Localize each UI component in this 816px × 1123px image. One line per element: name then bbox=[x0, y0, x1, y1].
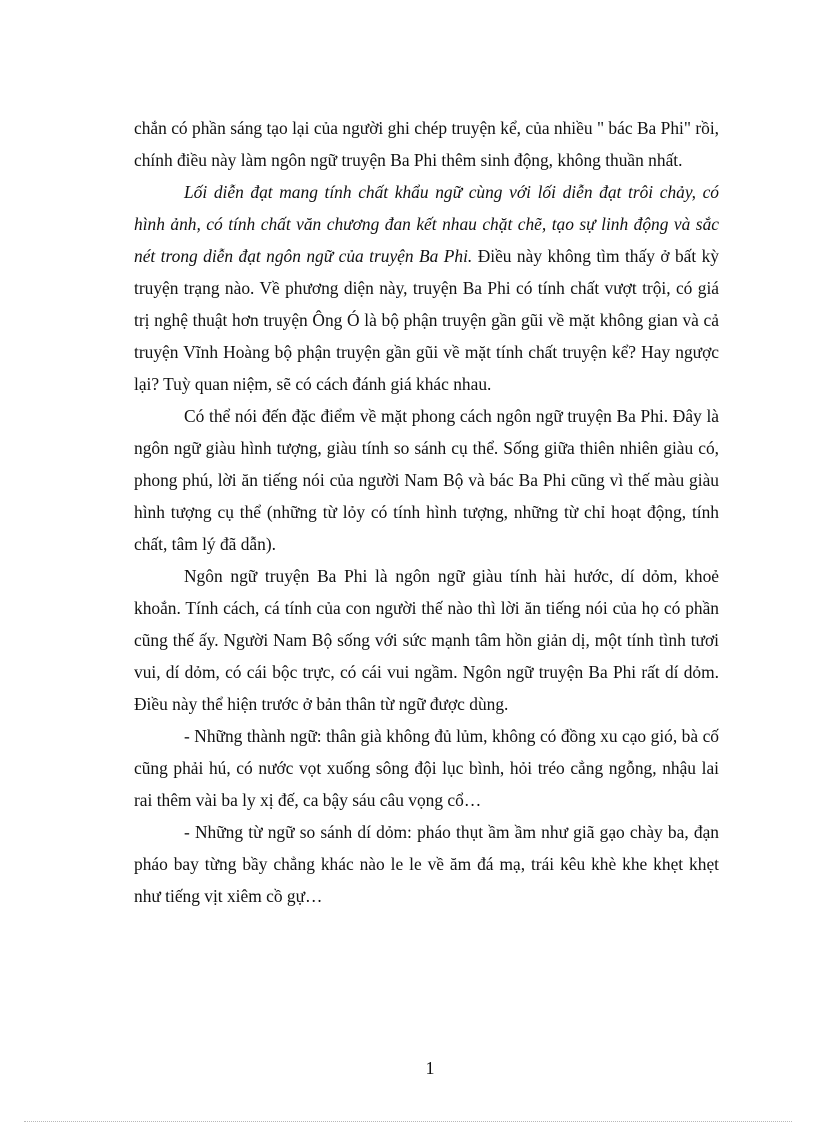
paragraph-expression-style bbox=[134, 176, 719, 400]
paragraph-style-features bbox=[134, 400, 719, 560]
list-item-idioms bbox=[134, 720, 719, 816]
page-body bbox=[134, 112, 719, 912]
paragraph-text: Ngôn ngữ truyện Ba Phi là ngôn ngữ giàu tính hài hước, dí dỏm, khoẻ khoắn. Tính cách, cá tính của con người thế nào thì lời ăn tiếng nói của họ có phần cũng thế ấy. Người Nam Bộ sống với sức mạnh tâm hồn giản dị, một tính tình tươi vui, dí dỏm, có cái bộc trực, có cái vui ngầm. Ngôn ngữ truyện Ba Phi rất dí dỏm. Điều này thể hiện trước ở bản thân từ ngữ được dùng. bbox=[134, 566, 719, 714]
paragraph-text: chắn có phần sáng tạo lại của người ghi chép truyện kể, của nhiều " bác Ba Phi" rồi, chính điều này làm ngôn ngữ truyện Ba Phi thêm sinh động, không thuần nhất. bbox=[134, 118, 719, 170]
paragraph-text: Điều này không tìm thấy ở bất kỳ truyện trạng nào. Về phương diện này, truyện Ba Phi có tính chất vượt trội, có giá trị nghệ thuật hơn truyện Ông Ó là bộ phận truyện gần gũi về mặt không gian và cả truyện Vĩnh Hoàng bộ phận truyện gần gũi về mặt tính chất truyện kể? Hay ngược lại? Tuỳ quan niệm, sẽ có cách đánh giá khác nhau. bbox=[134, 246, 719, 394]
page-bottom-divider bbox=[24, 1121, 792, 1122]
list-item-comparisons bbox=[134, 816, 719, 912]
paragraph-text: - Những từ ngữ so sánh dí dỏm: pháo thụt ầm ầm như giã gạo chày ba, đạn pháo bay từng bầy chẳng khác nào le le về ăm đá mạ, trái kêu khè khe khẹt khẹt như tiếng vịt xiêm cồ gự… bbox=[134, 822, 719, 906]
page-number: 1 bbox=[425, 1058, 435, 1078]
paragraph-text: Có thể nói đến đặc điểm về mặt phong cách ngôn ngữ truyện Ba Phi. Đây là ngôn ngữ giàu hình tượng, giàu tính so sánh cụ thể. Sống giữa thiên nhiên giàu có, phong phú, lời ăn tiếng nói của người Nam Bộ và bác Ba Phi cũng vì thế màu giàu hình tượng cụ thể (những từ lỏy có tính hình tượng, những từ chỉ hoạt động, tính chất, tâm lý đã dẫn). bbox=[134, 406, 719, 554]
paragraph-text: - Những thành ngữ: thân già không đủ lủm, không có đồng xu cạo gió, bà cố cũng phải hú, có nước vọt xuống sông đội lục bình, hỏi tréo cẳng ngỗng, nhậu lai rai thêm vài ba ly xị đế, ca bậy sáu câu vọng cổ… bbox=[134, 726, 719, 810]
paragraph-humor bbox=[134, 560, 719, 720]
paragraph-italic-text: Lối diễn đạt mang tính chất khẩu ngữ cùng với lối diễn đạt trôi chảy, có hình ảnh, có tính chất văn chương đan kết nhau chặt chẽ, tạo sự linh động và sắc nét trong diễn đạt ngôn ngữ của truyện Ba Phi. bbox=[134, 182, 719, 266]
paragraph-continuation bbox=[134, 112, 719, 176]
